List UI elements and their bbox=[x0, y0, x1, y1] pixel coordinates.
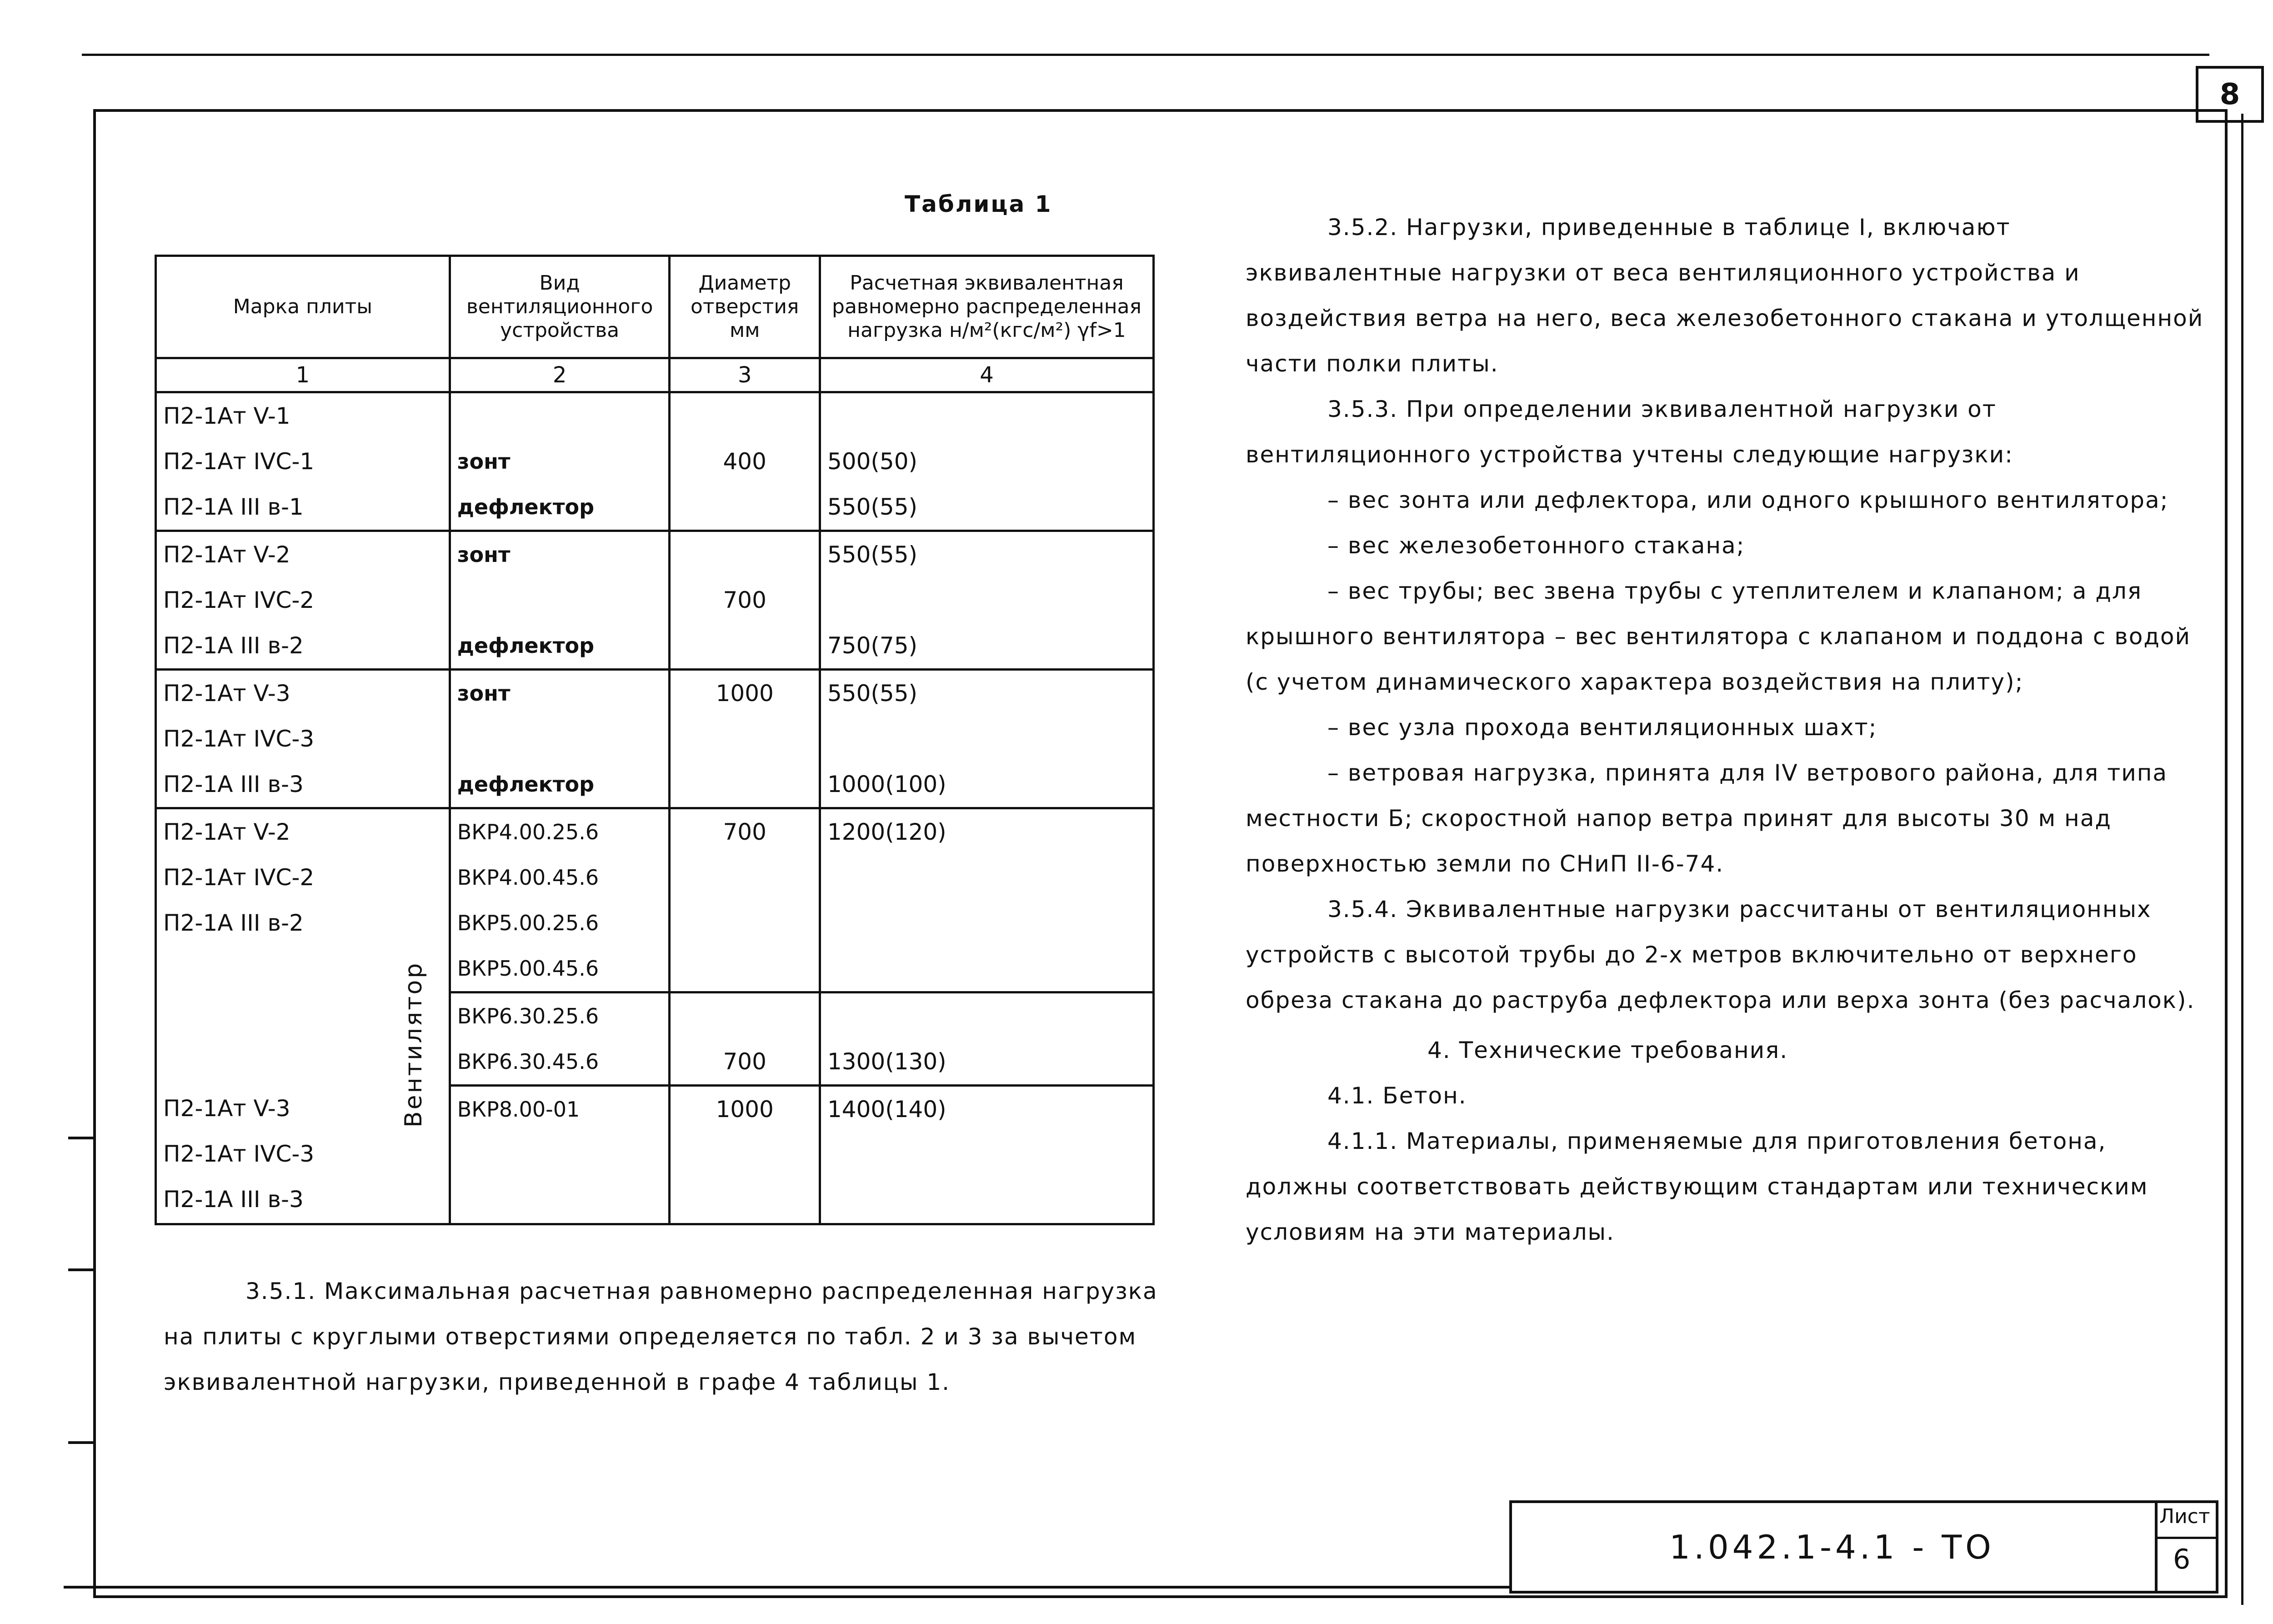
plate-mark: П2-1Ат IVС-3 bbox=[163, 1140, 315, 1167]
diameter-value bbox=[677, 993, 812, 1039]
col-number: 3 bbox=[670, 358, 820, 392]
paragraph-3-5-2: 3.5.2. Нагрузки, приведенные в таблице I, включают эквивалентные нагрузки от веса вентиляционного устройства и воздействия ветра на него, веса железобетонного стакана и утолщенной части полки плиты. bbox=[1246, 214, 2204, 377]
plate-mark: П2-1Ат IVС-2 bbox=[163, 864, 315, 891]
col-number: 2 bbox=[450, 358, 670, 392]
load-value bbox=[827, 1178, 1146, 1223]
load-value: 500(50) bbox=[827, 448, 918, 475]
device-type: зонт bbox=[457, 542, 511, 567]
plate-mark: П2-1А III в-1 bbox=[163, 494, 304, 520]
plate-mark: П2-1Ат IVС-1 bbox=[163, 448, 315, 475]
bullet-item: – вес узла прохода вентиляционных шахт; bbox=[1327, 714, 1877, 741]
corner-page-number: 8 bbox=[2196, 66, 2264, 123]
top-rule bbox=[82, 54, 2209, 56]
sheet-label: Лист bbox=[2159, 1505, 2210, 1528]
load-value: 1200(120) bbox=[827, 819, 946, 845]
left-text-block bbox=[164, 1268, 1164, 1405]
diameter-value: 1000 bbox=[716, 680, 774, 707]
diameter-value bbox=[677, 900, 812, 946]
plate-mark: П2-1А III в-2 bbox=[163, 632, 304, 659]
device-type bbox=[457, 577, 662, 623]
bullet-item: – вес трубы; вес звена трубы с утеплителем и клапаном; а для крышного вентилятора – вес вентилятора с клапаном и поддона с водой (с учетом динамического характера воздействия на плиту); bbox=[1246, 578, 2191, 695]
diameter-value bbox=[677, 532, 812, 577]
table-row bbox=[156, 992, 1154, 1086]
paragraph-3-5-4: 3.5.4. Эквивалентные нагрузки рассчитаны от вентиляционных устройств с высотой трубы до 2-х метров включительно от верхнего обреза стакана до раструба дефлектора или верха зонта (без расчалок). bbox=[1246, 896, 2195, 1013]
table-caption: Таблица 1 bbox=[905, 191, 1052, 217]
diameter-value: 700 bbox=[723, 819, 766, 845]
sheet-number: 6 bbox=[2173, 1544, 2191, 1575]
load-value bbox=[827, 993, 1146, 1039]
load-value bbox=[827, 393, 1146, 439]
col-header-diameter: Диаметр отверстия мм bbox=[670, 256, 820, 358]
right-text-block bbox=[1246, 205, 2205, 1255]
load-value bbox=[827, 946, 1146, 991]
plate-mark: П2-1Ат V-1 bbox=[163, 403, 290, 429]
device-type: ВКР5.00.45.6 bbox=[457, 956, 599, 981]
diameter-value bbox=[677, 1132, 812, 1178]
loads-table bbox=[155, 255, 1155, 1225]
load-value: 1400(140) bbox=[827, 1096, 946, 1123]
plate-mark: П2-1Ат IVС-3 bbox=[163, 726, 315, 752]
plate-mark: П2-1А III в-2 bbox=[163, 910, 304, 936]
plate-mark: П2-1А III в-3 bbox=[163, 1186, 304, 1213]
load-value bbox=[827, 577, 1146, 623]
device-type bbox=[457, 1178, 662, 1223]
diameter-value bbox=[677, 946, 812, 991]
diameter-value: 700 bbox=[723, 587, 766, 613]
device-type: дефлектор bbox=[457, 633, 595, 658]
device-type: ВКР4.00.25.6 bbox=[457, 820, 599, 844]
device-type: зонт bbox=[457, 681, 511, 706]
plate-mark: П2-1Ат V-3 bbox=[163, 680, 290, 707]
device-type: ВКР6.30.25.6 bbox=[457, 1004, 599, 1028]
diameter-value bbox=[677, 716, 812, 762]
load-value: 750(75) bbox=[827, 632, 918, 659]
plate-mark: П2-1Ат V-2 bbox=[163, 541, 290, 568]
device-type bbox=[457, 716, 662, 762]
device-type: дефлектор bbox=[457, 495, 595, 519]
section-heading-4: 4. Технические требования. bbox=[1427, 1037, 1788, 1063]
sheet-box-divider bbox=[2155, 1537, 2218, 1539]
plate-mark: П2-1А III в-3 bbox=[163, 771, 304, 797]
margin-tick bbox=[68, 1268, 95, 1271]
plate-mark: П2-1Ат V-3 bbox=[163, 1095, 290, 1122]
right-edge-rule bbox=[2241, 114, 2243, 1605]
subsection-heading-4-1: 4.1. Бетон. bbox=[1327, 1083, 1467, 1109]
paragraph-4-1-1: 4.1.1. Материалы, применяемые для приготовления бетона, должны соответствовать действующим стандартам или техническим условиям на эти материалы. bbox=[1246, 1128, 2148, 1245]
diameter-value bbox=[677, 393, 812, 439]
table-row bbox=[156, 808, 1154, 992]
device-type: дефлектор bbox=[457, 772, 595, 797]
col-number: 4 bbox=[820, 358, 1153, 392]
device-type: зонт bbox=[457, 449, 511, 474]
margin-tick bbox=[68, 1441, 95, 1444]
table-row bbox=[156, 392, 1154, 531]
device-type bbox=[457, 393, 662, 439]
paragraph-3-5-3: 3.5.3. При определении эквивалентной нагрузки от вентиляционного устройства учтены следующие нагрузки: bbox=[1246, 396, 2013, 468]
bottom-rule bbox=[64, 1586, 1509, 1589]
bullet-item: – вес зонта или дефлектора, или одного крышного вентилятора; bbox=[1327, 487, 2169, 513]
load-value: 550(55) bbox=[827, 680, 918, 707]
diameter-value bbox=[677, 484, 812, 530]
document-code: 1.042.1-4.1 - ТО bbox=[1669, 1528, 1995, 1566]
margin-tick bbox=[68, 1137, 95, 1139]
diameter-value: 1000 bbox=[716, 1096, 774, 1123]
diameter-value bbox=[677, 762, 812, 807]
bullet-item: – вес железобетонного стакана; bbox=[1327, 532, 1745, 559]
diameter-value: 400 bbox=[723, 448, 766, 475]
plate-mark: П2-1Ат V-2 bbox=[163, 819, 290, 845]
load-value: 1000(100) bbox=[827, 771, 946, 797]
vent-group-label: Вентилятор bbox=[400, 961, 427, 1128]
load-value: 550(55) bbox=[827, 541, 918, 568]
load-value: 1300(130) bbox=[827, 1048, 946, 1075]
device-type: ВКР5.00.25.6 bbox=[457, 911, 599, 935]
col-header-device: Вид вентиляционного устройства bbox=[450, 256, 670, 358]
col-header-load: Расчетная эквивалентная равномерно распределенная нагрузка н/м²(кгс/м²) γf>1 bbox=[820, 256, 1153, 358]
col-number: 1 bbox=[156, 358, 450, 392]
device-type: ВКР4.00.45.6 bbox=[457, 865, 599, 890]
device-type bbox=[457, 1132, 662, 1178]
load-value bbox=[827, 716, 1146, 762]
load-value bbox=[827, 900, 1146, 946]
diameter-value bbox=[677, 1178, 812, 1223]
load-value bbox=[827, 1132, 1146, 1178]
paragraph-3-5-1: 3.5.1. Максимальная расчетная равномерно распределенная нагрузка на плиты с круглыми отверстиями определяется по табл. 2 и 3 за вычетом эквивалентной нагрузки, приведенной в графе 4 таблицы 1. bbox=[164, 1278, 1158, 1395]
load-value: 550(55) bbox=[827, 494, 918, 520]
table-row bbox=[156, 1086, 1154, 1224]
device-type: ВКР8.00-01 bbox=[457, 1097, 580, 1122]
table-row bbox=[156, 670, 1154, 808]
col-header-mark: Марка плиты bbox=[156, 256, 450, 358]
table-row bbox=[156, 531, 1154, 670]
device-type: ВКР6.30.45.6 bbox=[457, 1049, 599, 1074]
diameter-value bbox=[677, 623, 812, 668]
plate-mark: П2-1Ат IVС-2 bbox=[163, 587, 315, 613]
load-value bbox=[827, 855, 1146, 900]
diameter-value bbox=[677, 855, 812, 900]
bullet-item: – ветровая нагрузка, принята для IV ветрового района, для типа местности Б; скоростной напор ветра принят для высоты 30 м над поверхностью земли по СНиП II-6-74. bbox=[1246, 760, 2168, 877]
diameter-value: 700 bbox=[723, 1048, 766, 1075]
